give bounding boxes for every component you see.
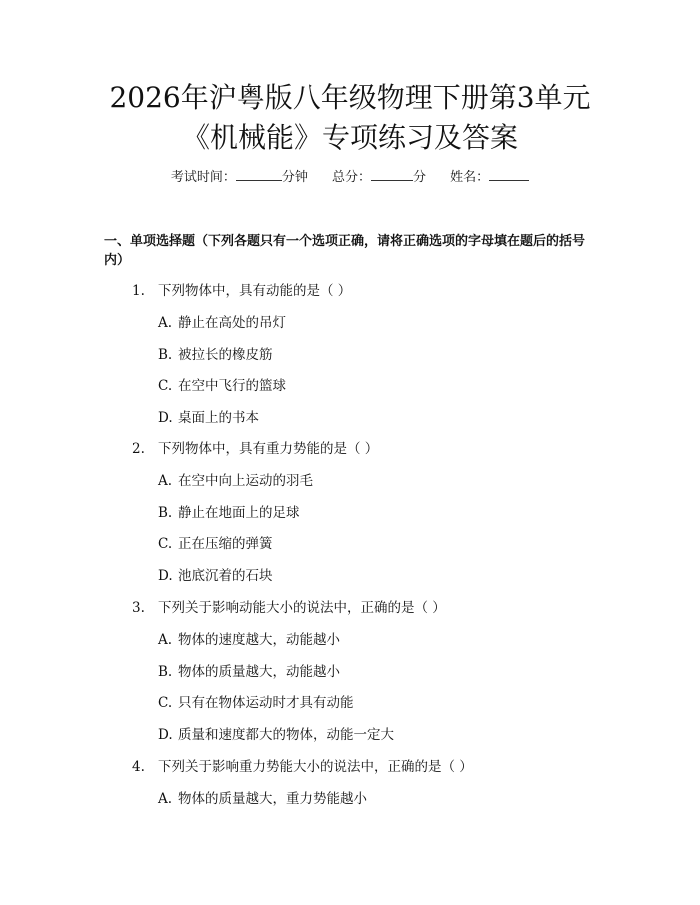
- total-score-blank[interactable]: [371, 168, 413, 181]
- option-text: 物体的质量越大，动能越小: [178, 664, 340, 680]
- question-1-option-d[interactable]: [158, 409, 259, 427]
- total-score-field: [332, 170, 430, 185]
- question-text: 下列关于影响重力势能大小的说法中，正确的是（ ）: [158, 759, 473, 775]
- question-1-option-a[interactable]: [158, 314, 286, 332]
- option-letter: C.: [158, 695, 173, 711]
- question-4-option-a[interactable]: [158, 790, 367, 808]
- option-letter: A.: [158, 315, 173, 331]
- option-text: 只有在物体运动时才具有动能: [178, 695, 354, 711]
- question-3-option-d[interactable]: [158, 726, 394, 744]
- question-text: 下列关于影响动能大小的说法中，正确的是（ ）: [158, 600, 446, 616]
- question-3-option-c[interactable]: [158, 694, 354, 712]
- student-name-label: 姓名：: [450, 170, 490, 185]
- question-2: [132, 440, 378, 458]
- option-letter: D.: [158, 727, 173, 743]
- option-text: 在空中飞行的篮球: [178, 378, 286, 394]
- option-letter: B.: [158, 347, 173, 363]
- student-name-field: [450, 170, 529, 185]
- question-2-option-a[interactable]: [158, 472, 313, 490]
- question-3-option-a[interactable]: [158, 631, 340, 649]
- option-letter: B.: [158, 664, 173, 680]
- question-2-option-c[interactable]: [158, 535, 273, 553]
- question-1-option-c[interactable]: [158, 377, 286, 395]
- option-letter: C.: [158, 378, 173, 394]
- option-text: 正在压缩的弹簧: [178, 536, 273, 552]
- question-3: [132, 599, 446, 617]
- question-text: 下列物体中，具有动能的是（ ）: [158, 283, 352, 299]
- option-letter: A.: [158, 791, 173, 807]
- option-letter: B.: [158, 505, 173, 521]
- exam-info-line: [0, 168, 700, 187]
- option-text: 静止在高处的吊灯: [178, 315, 286, 331]
- option-text: 在空中向上运动的羽毛: [178, 473, 313, 489]
- section-heading: 一、单项选择题（下列各题只有一个选项正确，请将正确选项的字母填在题后的括号内）: [104, 234, 586, 268]
- question-number: 1.: [132, 283, 145, 299]
- question-1-option-b[interactable]: [158, 346, 273, 364]
- exam-time-unit: 分钟: [281, 170, 308, 185]
- option-text: 池底沉着的石块: [178, 568, 273, 584]
- total-score-unit: 分: [413, 170, 427, 185]
- total-score-label: 总分：: [331, 170, 371, 185]
- exam-time-blank[interactable]: [236, 168, 282, 181]
- question-number: 3.: [132, 600, 145, 616]
- question-number: 4.: [132, 759, 145, 775]
- option-text: 静止在地面上的足球: [178, 505, 300, 521]
- question-2-option-d[interactable]: [158, 567, 273, 585]
- exam-time-label: 考试时间：: [170, 170, 236, 185]
- question-2-option-b[interactable]: [158, 504, 300, 522]
- student-name-blank[interactable]: [489, 168, 529, 181]
- option-letter: C.: [158, 536, 173, 552]
- exam-time-field: [171, 170, 312, 185]
- question-number: 2.: [132, 441, 145, 457]
- question-1: [132, 282, 351, 300]
- option-letter: D.: [158, 410, 173, 426]
- question-3-option-b[interactable]: [158, 663, 340, 681]
- question-4: [132, 758, 473, 776]
- option-text: 质量和速度都大的物体，动能一定大: [178, 727, 394, 743]
- option-text: 桌面上的书本: [178, 410, 259, 426]
- option-letter: D.: [158, 568, 173, 584]
- option-letter: A.: [158, 473, 173, 489]
- question-text: 下列物体中，具有重力势能的是（ ）: [158, 441, 379, 457]
- option-text: 物体的质量越大，重力势能越小: [178, 791, 367, 807]
- option-letter: A.: [158, 632, 173, 648]
- option-text: 物体的速度越大，动能越小: [178, 632, 340, 648]
- document-title: 2026年沪粤版八年级物理下册第3单元《机械能》专项练习及答案: [109, 81, 591, 154]
- option-text: 被拉长的橡皮筋: [178, 347, 273, 363]
